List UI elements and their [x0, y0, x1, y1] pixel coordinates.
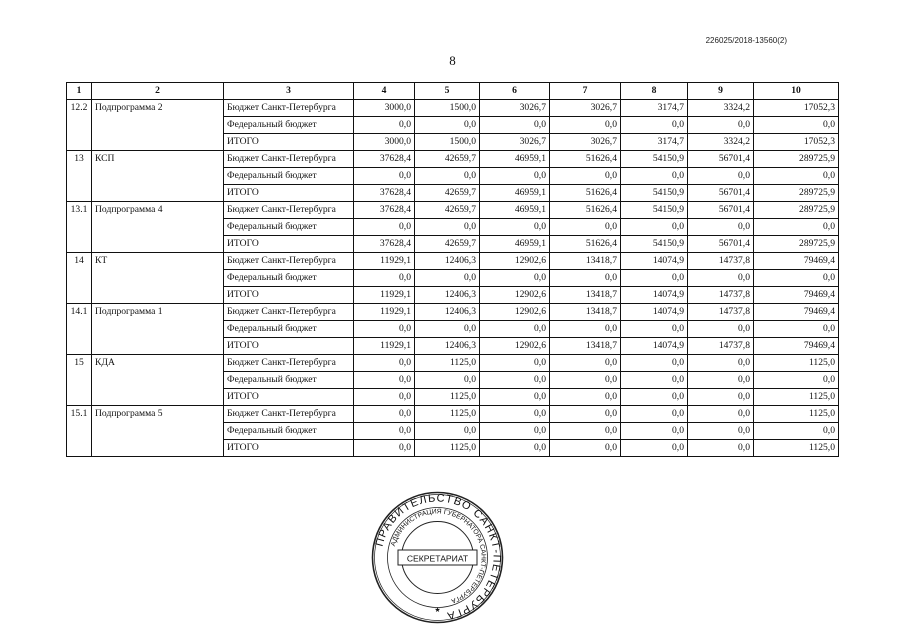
- amount-cell: 0,0: [480, 321, 550, 338]
- amount-cell: 0,0: [354, 423, 415, 440]
- funding-source: Федеральный бюджет: [224, 270, 354, 287]
- amount-cell: 3026,7: [480, 100, 550, 117]
- funding-source: ИТОГО: [224, 389, 354, 406]
- amount-cell: 0,0: [621, 423, 688, 440]
- amount-cell: 14737,8: [688, 304, 754, 321]
- amount-cell: 1125,0: [754, 389, 839, 406]
- table-row: [67, 100, 839, 117]
- amount-cell: 0,0: [688, 406, 754, 423]
- amount-cell: 289725,9: [754, 202, 839, 219]
- amount-cell: 56701,4: [688, 185, 754, 202]
- funding-source: ИТОГО: [224, 287, 354, 304]
- amount-cell: 0,0: [621, 389, 688, 406]
- amount-cell: 289725,9: [754, 151, 839, 168]
- table-row: [67, 151, 839, 168]
- amount-cell: 1125,0: [415, 406, 480, 423]
- funding-source: Бюджет Санкт-Петербурга: [224, 304, 354, 321]
- amount-cell: 13418,7: [550, 253, 621, 270]
- amount-cell: 51626,4: [550, 185, 621, 202]
- amount-cell: 42659,7: [415, 202, 480, 219]
- amount-cell: 37628,4: [354, 236, 415, 253]
- table-body: [67, 100, 839, 457]
- amount-cell: 46959,1: [480, 185, 550, 202]
- amount-cell: 12406,3: [415, 287, 480, 304]
- amount-cell: 1125,0: [754, 355, 839, 372]
- amount-cell: 37628,4: [354, 202, 415, 219]
- header-row: [67, 83, 839, 100]
- funding-source: ИТОГО: [224, 440, 354, 457]
- funding-source: Бюджет Санкт-Петербурга: [224, 100, 354, 117]
- amount-cell: 0,0: [480, 355, 550, 372]
- amount-cell: 0,0: [688, 355, 754, 372]
- amount-cell: 0,0: [415, 219, 480, 236]
- amount-cell: 0,0: [688, 321, 754, 338]
- column-header: 5: [415, 83, 480, 100]
- amount-cell: 0,0: [550, 355, 621, 372]
- amount-cell: 0,0: [354, 389, 415, 406]
- budget-table: [66, 82, 839, 457]
- amount-cell: 0,0: [754, 321, 839, 338]
- amount-cell: 1125,0: [415, 355, 480, 372]
- amount-cell: 0,0: [415, 423, 480, 440]
- amount-cell: 0,0: [688, 423, 754, 440]
- funding-source: ИТОГО: [224, 134, 354, 151]
- amount-cell: 14737,8: [688, 253, 754, 270]
- amount-cell: 3026,7: [550, 100, 621, 117]
- amount-cell: 0,0: [550, 270, 621, 287]
- amount-cell: 0,0: [621, 372, 688, 389]
- amount-cell: 54150,9: [621, 185, 688, 202]
- amount-cell: 0,0: [688, 389, 754, 406]
- amount-cell: 1125,0: [415, 440, 480, 457]
- amount-cell: 37628,4: [354, 151, 415, 168]
- amount-cell: 0,0: [621, 406, 688, 423]
- funding-source: Федеральный бюджет: [224, 423, 354, 440]
- amount-cell: 13418,7: [550, 287, 621, 304]
- amount-cell: 3026,7: [550, 134, 621, 151]
- amount-cell: 37628,4: [354, 185, 415, 202]
- amount-cell: 0,0: [480, 270, 550, 287]
- column-header: 3: [224, 83, 354, 100]
- program-name: Подпрограмма 1: [92, 304, 224, 355]
- column-header: 10: [754, 83, 839, 100]
- amount-cell: 14074,9: [621, 338, 688, 355]
- program-name: Подпрограмма 2: [92, 100, 224, 151]
- table-row: [67, 304, 839, 321]
- page-number: 8: [449, 53, 456, 68]
- amount-cell: 17052,3: [754, 134, 839, 151]
- amount-cell: 3026,7: [480, 134, 550, 151]
- amount-cell: 0,0: [354, 406, 415, 423]
- amount-cell: 0,0: [480, 440, 550, 457]
- program-name: Подпрограмма 4: [92, 202, 224, 253]
- column-header: 7: [550, 83, 621, 100]
- amount-cell: 0,0: [621, 321, 688, 338]
- program-code: 14: [67, 253, 92, 304]
- program-code: 15: [67, 355, 92, 406]
- amount-cell: 12902,6: [480, 304, 550, 321]
- amount-cell: 51626,4: [550, 151, 621, 168]
- amount-cell: 14737,8: [688, 287, 754, 304]
- amount-cell: 0,0: [480, 168, 550, 185]
- funding-source: Федеральный бюджет: [224, 168, 354, 185]
- amount-cell: 0,0: [688, 168, 754, 185]
- program-code: 13.1: [67, 202, 92, 253]
- amount-cell: 12902,6: [480, 253, 550, 270]
- amount-cell: 56701,4: [688, 151, 754, 168]
- amount-cell: 1125,0: [754, 440, 839, 457]
- amount-cell: 0,0: [550, 168, 621, 185]
- program-code: 13: [67, 151, 92, 202]
- amount-cell: 3174,7: [621, 134, 688, 151]
- amount-cell: 0,0: [480, 423, 550, 440]
- table-row: [67, 406, 839, 423]
- program-code: 12.2: [67, 100, 92, 151]
- amount-cell: 0,0: [688, 270, 754, 287]
- amount-cell: 0,0: [480, 406, 550, 423]
- amount-cell: 0,0: [480, 219, 550, 236]
- amount-cell: 0,0: [754, 423, 839, 440]
- program-name: КСП: [92, 151, 224, 202]
- amount-cell: 14737,8: [688, 338, 754, 355]
- amount-cell: 0,0: [688, 440, 754, 457]
- funding-source: Федеральный бюджет: [224, 219, 354, 236]
- amount-cell: 0,0: [354, 355, 415, 372]
- amount-cell: 0,0: [550, 440, 621, 457]
- amount-cell: 12902,6: [480, 338, 550, 355]
- amount-cell: 0,0: [754, 270, 839, 287]
- amount-cell: 0,0: [354, 440, 415, 457]
- amount-cell: 3174,7: [621, 100, 688, 117]
- amount-cell: 3324,2: [688, 100, 754, 117]
- column-header: 8: [621, 83, 688, 100]
- amount-cell: 79469,4: [754, 304, 839, 321]
- funding-source: Федеральный бюджет: [224, 372, 354, 389]
- amount-cell: 0,0: [688, 219, 754, 236]
- amount-cell: 0,0: [480, 372, 550, 389]
- amount-cell: 0,0: [621, 355, 688, 372]
- amount-cell: 0,0: [480, 117, 550, 134]
- amount-cell: 0,0: [354, 321, 415, 338]
- amount-cell: 0,0: [354, 270, 415, 287]
- amount-cell: 0,0: [754, 117, 839, 134]
- amount-cell: 3324,2: [688, 134, 754, 151]
- amount-cell: 1125,0: [415, 389, 480, 406]
- stamp-star-icon: ★: [434, 606, 441, 614]
- amount-cell: 0,0: [550, 389, 621, 406]
- amount-cell: 14074,9: [621, 253, 688, 270]
- column-header: 9: [688, 83, 754, 100]
- amount-cell: 56701,4: [688, 236, 754, 253]
- amount-cell: 3000,0: [354, 134, 415, 151]
- amount-cell: 14074,9: [621, 304, 688, 321]
- amount-cell: 79469,4: [754, 338, 839, 355]
- secretariat-stamp: [370, 490, 505, 625]
- program-code: 14.1: [67, 304, 92, 355]
- funding-source: Федеральный бюджет: [224, 117, 354, 134]
- amount-cell: 0,0: [621, 440, 688, 457]
- column-header: 2: [92, 83, 224, 100]
- amount-cell: 3000,0: [354, 100, 415, 117]
- amount-cell: 0,0: [415, 372, 480, 389]
- funding-source: ИТОГО: [224, 185, 354, 202]
- amount-cell: 12406,3: [415, 304, 480, 321]
- amount-cell: 0,0: [415, 321, 480, 338]
- amount-cell: 0,0: [688, 372, 754, 389]
- amount-cell: 46959,1: [480, 151, 550, 168]
- program-name: КТ: [92, 253, 224, 304]
- amount-cell: 12406,3: [415, 253, 480, 270]
- amount-cell: 56701,4: [688, 202, 754, 219]
- amount-cell: 0,0: [688, 117, 754, 134]
- amount-cell: 0,0: [754, 372, 839, 389]
- stamp-outer-text: ПРАВИТЕЛЬСТВО САНКТ-ПЕТЕРБУРГА: [373, 492, 503, 622]
- amount-cell: 0,0: [621, 168, 688, 185]
- amount-cell: 11929,1: [354, 287, 415, 304]
- column-header: 4: [354, 83, 415, 100]
- amount-cell: 51626,4: [550, 236, 621, 253]
- amount-cell: 17052,3: [754, 100, 839, 117]
- funding-source: Бюджет Санкт-Петербурга: [224, 253, 354, 270]
- amount-cell: 54150,9: [621, 202, 688, 219]
- amount-cell: 0,0: [354, 372, 415, 389]
- amount-cell: 1500,0: [415, 134, 480, 151]
- amount-cell: 13418,7: [550, 338, 621, 355]
- amount-cell: 11929,1: [354, 304, 415, 321]
- program-name: Подпрограмма 5: [92, 406, 224, 457]
- document-id: 226025/2018-13560(2): [705, 36, 787, 45]
- amount-cell: 0,0: [754, 219, 839, 236]
- program-code: 15.1: [67, 406, 92, 457]
- amount-cell: 0,0: [550, 117, 621, 134]
- amount-cell: 11929,1: [354, 253, 415, 270]
- amount-cell: 0,0: [621, 117, 688, 134]
- amount-cell: 12406,3: [415, 338, 480, 355]
- amount-cell: 54150,9: [621, 151, 688, 168]
- amount-cell: 0,0: [354, 219, 415, 236]
- amount-cell: 0,0: [621, 219, 688, 236]
- amount-cell: 46959,1: [480, 236, 550, 253]
- amount-cell: 42659,7: [415, 185, 480, 202]
- amount-cell: 289725,9: [754, 236, 839, 253]
- amount-cell: 0,0: [415, 168, 480, 185]
- amount-cell: 1500,0: [415, 100, 480, 117]
- funding-source: ИТОГО: [224, 236, 354, 253]
- table-row: [67, 202, 839, 219]
- program-name: КДА: [92, 355, 224, 406]
- amount-cell: 0,0: [550, 406, 621, 423]
- amount-cell: 289725,9: [754, 185, 839, 202]
- amount-cell: 13418,7: [550, 304, 621, 321]
- amount-cell: 46959,1: [480, 202, 550, 219]
- table-row: [67, 355, 839, 372]
- stamp-inner-text: АДМИНИСТРАЦИЯ ГУБЕРНАТОРА САНКТ-ПЕТЕРБУРГА: [390, 508, 487, 605]
- column-header: 1: [67, 83, 92, 100]
- amount-cell: 54150,9: [621, 236, 688, 253]
- amount-cell: 0,0: [550, 219, 621, 236]
- funding-source: ИТОГО: [224, 338, 354, 355]
- amount-cell: 1125,0: [754, 406, 839, 423]
- amount-cell: 79469,4: [754, 287, 839, 304]
- amount-cell: 11929,1: [354, 338, 415, 355]
- amount-cell: 0,0: [354, 168, 415, 185]
- amount-cell: 42659,7: [415, 236, 480, 253]
- funding-source: Бюджет Санкт-Петербурга: [224, 151, 354, 168]
- table-row: [67, 253, 839, 270]
- amount-cell: 0,0: [754, 168, 839, 185]
- amount-cell: 42659,7: [415, 151, 480, 168]
- amount-cell: 12902,6: [480, 287, 550, 304]
- amount-cell: 0,0: [550, 423, 621, 440]
- column-header: 6: [480, 83, 550, 100]
- amount-cell: 0,0: [550, 372, 621, 389]
- funding-source: Бюджет Санкт-Петербурга: [224, 355, 354, 372]
- amount-cell: 0,0: [480, 389, 550, 406]
- amount-cell: 79469,4: [754, 253, 839, 270]
- amount-cell: 0,0: [415, 270, 480, 287]
- stamp-center-text: СЕКРЕТАРИАТ: [406, 553, 469, 564]
- amount-cell: 0,0: [354, 117, 415, 134]
- amount-cell: 0,0: [621, 270, 688, 287]
- funding-source: Бюджет Санкт-Петербурга: [224, 406, 354, 423]
- funding-source: Федеральный бюджет: [224, 321, 354, 338]
- amount-cell: 0,0: [550, 321, 621, 338]
- amount-cell: 0,0: [415, 117, 480, 134]
- amount-cell: 14074,9: [621, 287, 688, 304]
- amount-cell: 51626,4: [550, 202, 621, 219]
- funding-source: Бюджет Санкт-Петербурга: [224, 202, 354, 219]
